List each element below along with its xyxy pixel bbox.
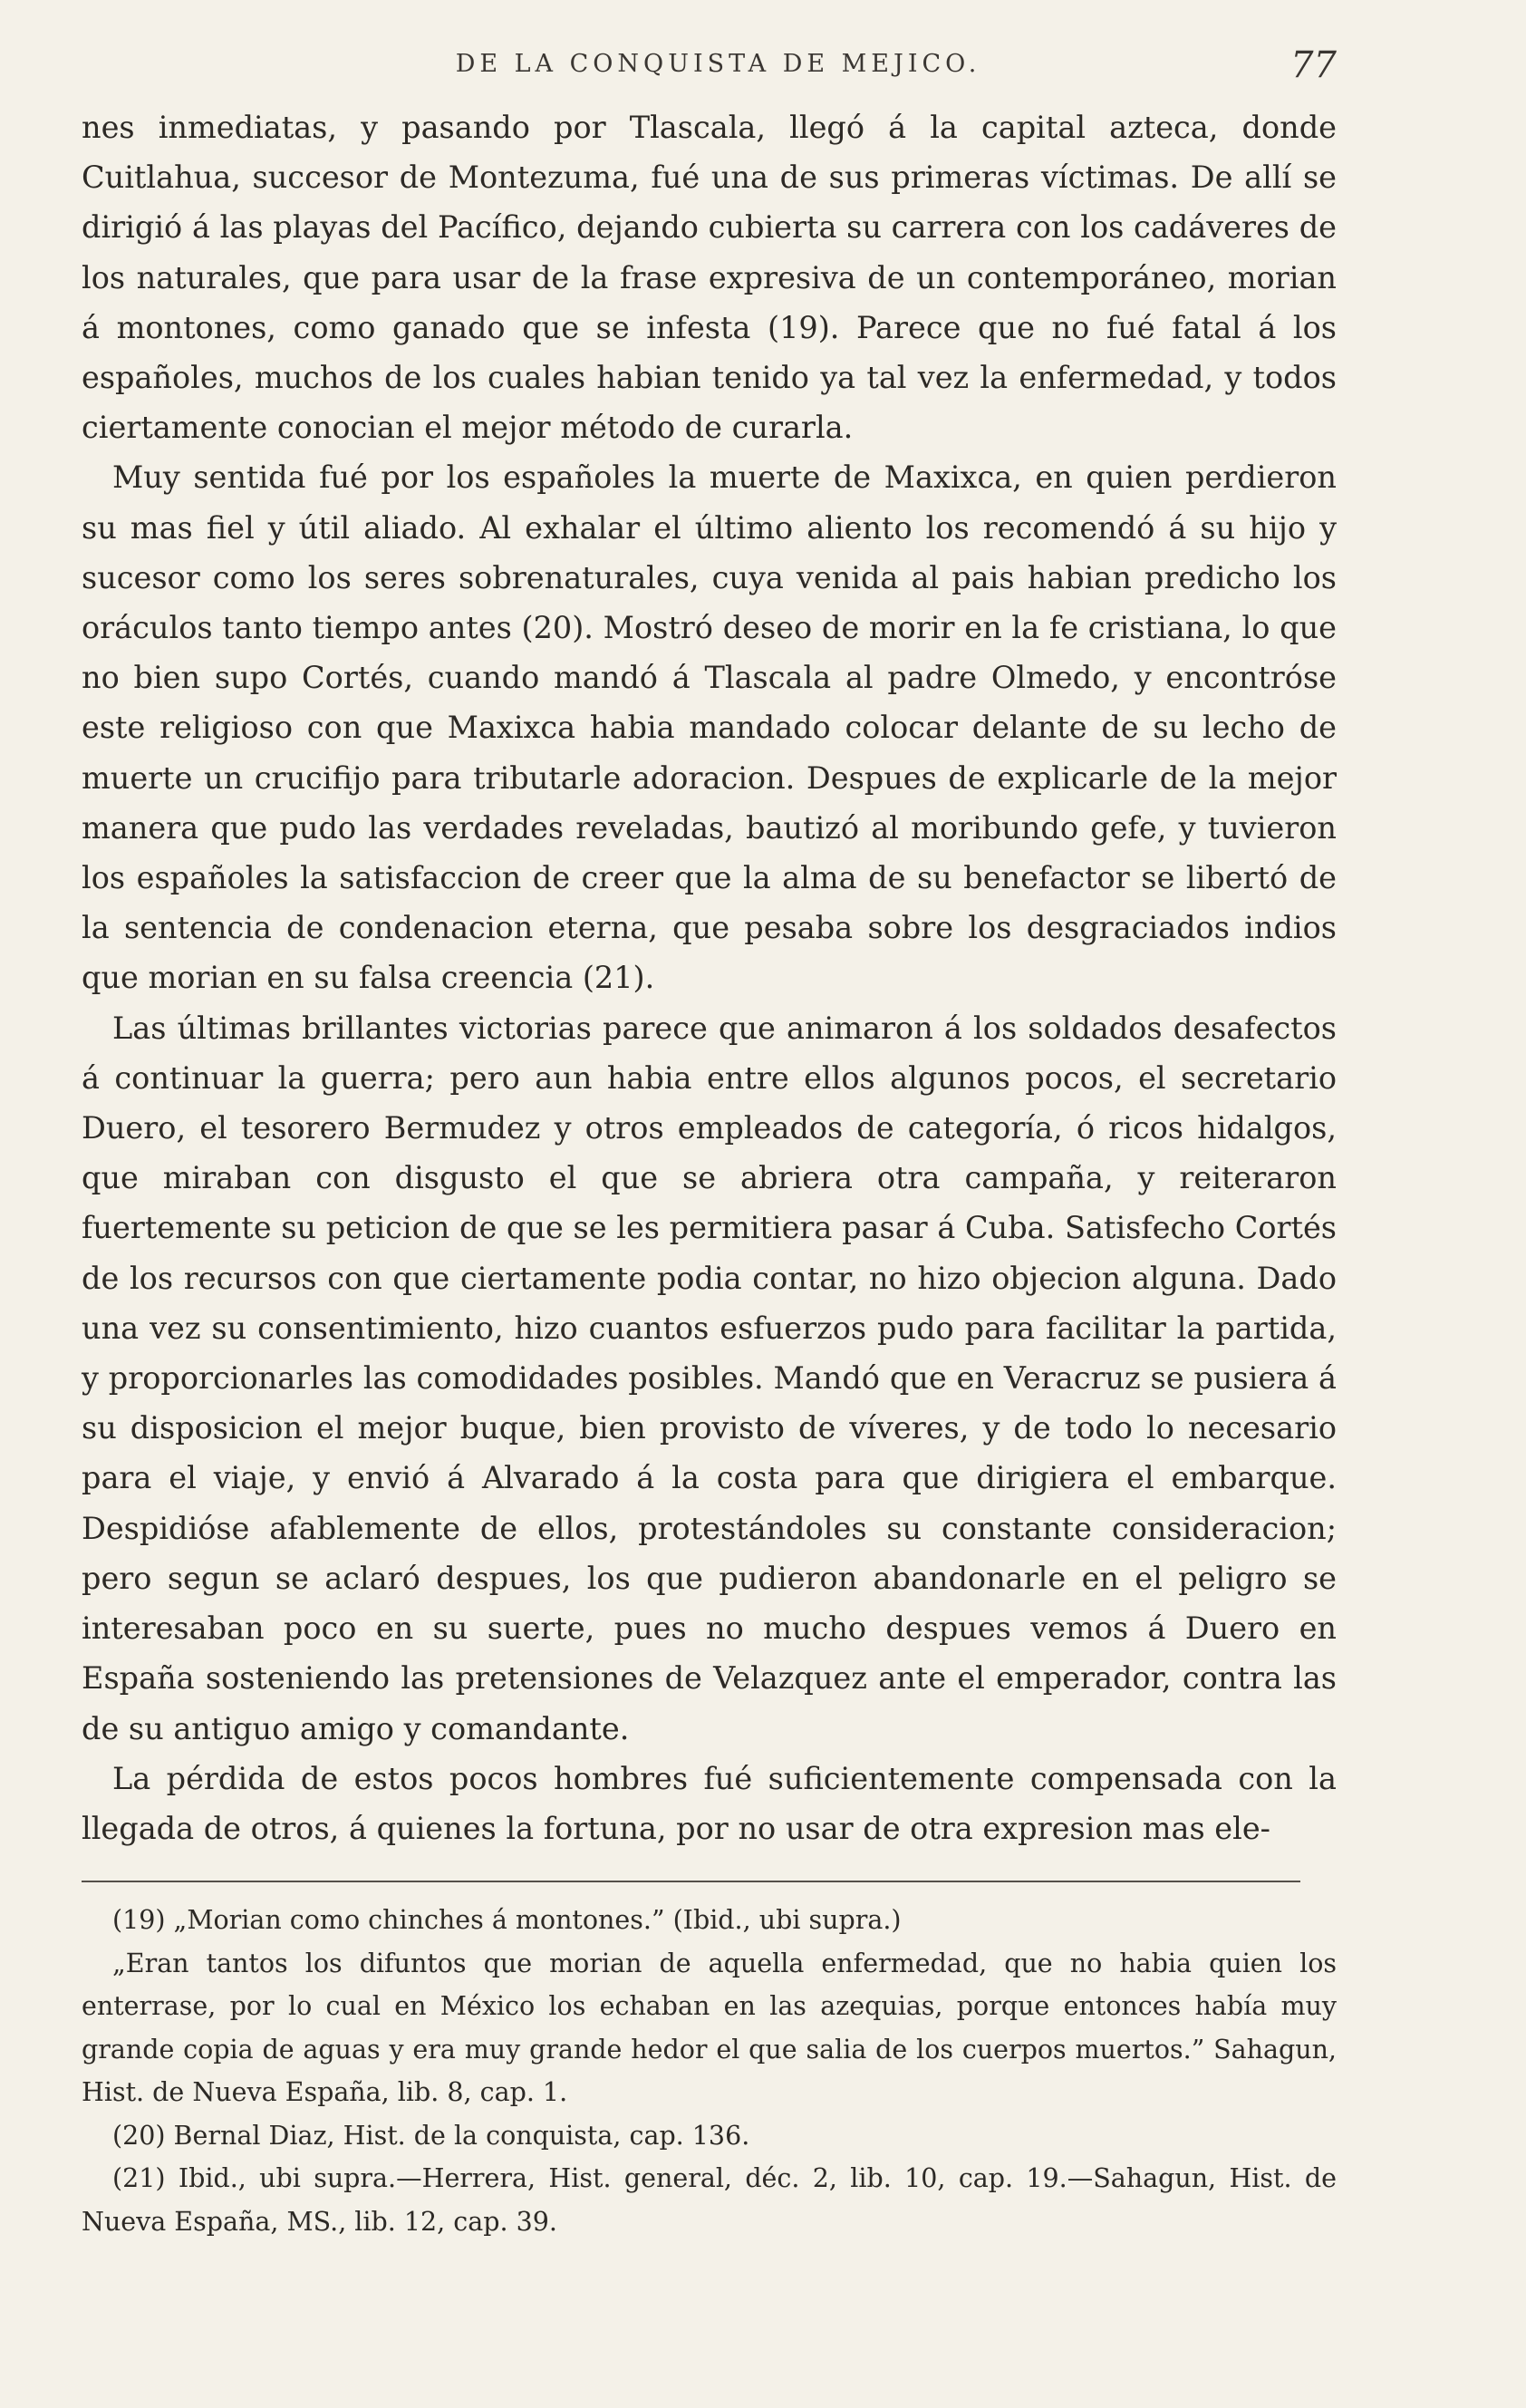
- footnote-divider: [82, 1881, 1300, 1882]
- page-number: 77: [1290, 44, 1337, 86]
- book-page: [82, 44, 1337, 2243]
- footnote-19: (19) „Morian como chinches á montones.” (Ibid., ubi supra.): [112, 1905, 902, 1936]
- footnote-20: (20) Bernal Diaz, Hist. de la conquista, cap. 136.: [112, 2120, 750, 2151]
- footnotes: [82, 1899, 1337, 2243]
- running-head: [82, 44, 1337, 95]
- footnote-19-continuation: „Eran tantos los difuntos que morian de aquella enfermedad, que no habia quien los enterrase, por lo cual en México los echaban en las azequias, porque entonces había muy grande copia de aguas y era muy grande hedor el que salia de los cuerpos muertos.” Sahagun, Hist. de Nueva España, lib. 8, cap. 1.: [82, 1948, 1337, 2108]
- paragraph-2: Muy sentida fué por los españoles la muerte de Maxixca, en quien perdieron su mas fiel y útil aliado. Al exhalar el último aliento los recomendó á su hijo y sucesor como los seres sobrenaturales, cuya venida al pais habian predicho los oráculos tanto tiempo antes (20). Mostró deseo de morir en la fe cristiana, lo que no bien supo Cortés, cuando mandó á Tlascala al padre Olmedo, y encontróse este religioso con que Maxixca habia mandado colocar delante de su lecho de muerte un crucifijo para tributarle adoracion. Despues de explicarle de la mejor manera que pudo las verdades reveladas, bautizó al moribundo gefe, y tuvieron los españoles la satisfaccion de creer que la alma de su benefactor se libertó de la sentencia de condenacion eterna, que pesaba sobre los desgraciados indios que morian en su falsa creencia (21).: [82, 459, 1337, 996]
- paragraph-4: La pérdida de estos pocos hombres fué suficientemente compensada con la llegada de otros, á quienes la fortuna, por no usar de otra expresion mas ele-: [82, 1760, 1337, 1846]
- main-text: [82, 102, 1337, 1853]
- running-head-title: DE LA CONQUISTA DE MEJICO.: [455, 50, 981, 78]
- paragraph-1: nes inmediatas, y pasando por Tlascala, llegó á la capital azteca, donde Cuitlahua, succesor de Montezuma, fué una de sus primeras víctimas. De allí se dirigió á las playas del Pacífico, dejando cubierta su carrera con los cadáveres de los naturales, que para usar de la frase expresiva de un contemporáneo, morian á montones, como ganado que se infesta (19). Parece que no fué fatal á los españoles, muchos de los cuales habian tenido ya tal vez la enfermedad, y todos ciertamente conocian el mejor método de curarla.: [82, 110, 1337, 446]
- footnote-21: (21) Ibid., ubi supra.—Herrera, Hist. general, déc. 2, lib. 10, cap. 19.—Sahagun, Hist. de Nueva España, MS., lib. 12, cap. 39.: [82, 2163, 1337, 2237]
- paragraph-3: Las últimas brillantes victorias parece que animaron á los soldados desafectos á continuar la guerra; pero aun habia entre ellos algunos pocos, el secretario Duero, el tesorero Bermudez y otros empleados de categoría, ó ricos hidalgos, que miraban con disgusto el que se abriera otra campaña, y reiteraron fuertemente su peticion de que se les permitiera pasar á Cuba. Satisfecho Cortés de los recursos con que ciertamente podia contar, no hizo objecion alguna. Dado una vez su consentimiento, hizo cuantos esfuerzos pudo para facilitar la partida, y proporcionarles las comodidades posibles. Mandó que en Veracruz se pusiera á su disposicion el mejor buque, bien provisto de víveres, y de todo lo necesario para el viaje, y envió á Alvarado á la costa para que dirigiera el embarque. Despidióse afablemente de ellos, protestándoles su constante consideracion; pero segun se aclaró despues, los que pudieron abandonarle en el peligro se interesaban poco en su suerte, pues no mucho despues vemos á Duero en España sosteniendo las pretensiones de Velazquez ante el emperador, contra las de su antiguo amigo y comandante.: [82, 1010, 1337, 1746]
